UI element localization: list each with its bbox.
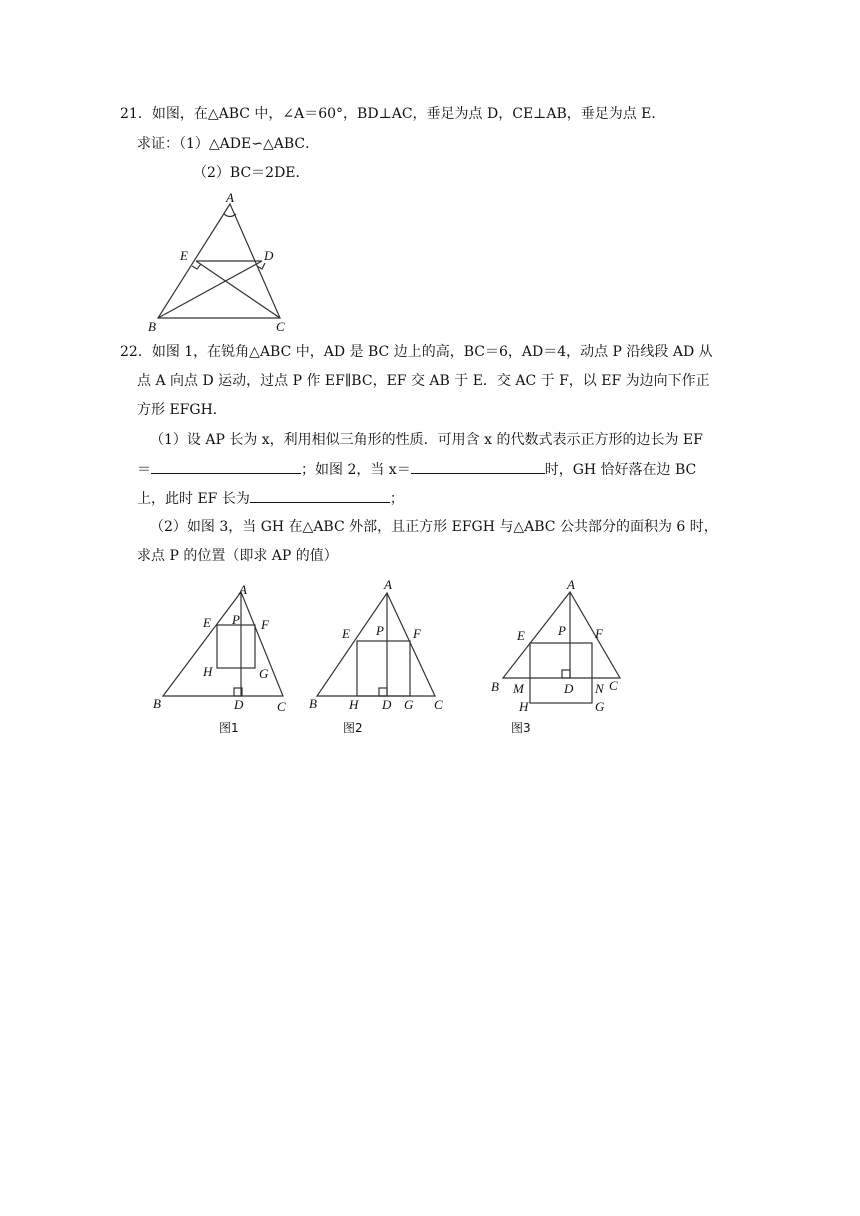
label-p: P	[376, 623, 384, 638]
label-p: P	[232, 612, 240, 627]
label-b: B	[153, 696, 161, 711]
square-efgh	[217, 625, 255, 668]
q22-figure-2	[305, 575, 455, 740]
label-a: A	[567, 577, 575, 592]
label-f: F	[413, 626, 421, 641]
label-d: D	[382, 697, 392, 712]
label-c: C	[277, 699, 286, 714]
label-a: A	[384, 577, 392, 592]
label-e: E	[517, 628, 525, 643]
figure-caption: 图1	[219, 721, 239, 735]
right-angle-d	[562, 670, 570, 678]
q21-line-2: 求证：（1）△ADE∽△ABC．	[137, 136, 320, 152]
q22-line-5-end: 时，GH 恰好落在边 BC	[544, 462, 697, 478]
q21-figure	[140, 188, 300, 336]
label-n: N	[595, 681, 604, 696]
label-c: C	[276, 319, 285, 334]
q22-line-5	[137, 459, 696, 480]
label-h: H	[519, 699, 529, 714]
label-a: A	[239, 582, 247, 597]
q22-figure-1	[145, 578, 305, 740]
q22-line-3: 方形 EFGH．	[137, 402, 227, 418]
answer-blank-ef-length[interactable]	[250, 488, 390, 503]
q21-line-1: 21．如图，在△ABC 中，∠A＝60°，BD⊥AC，垂足为点 D，CE⊥AB，垂足为点 E．	[120, 106, 666, 122]
q22-line-6	[137, 488, 404, 509]
label-h: H	[203, 664, 213, 679]
label-b: B	[491, 679, 499, 694]
label-d: D	[234, 697, 244, 712]
label-g: G	[595, 699, 605, 714]
label-e: E	[203, 615, 211, 630]
q22-line-2: 点 A 向点 D 运动，过点 P 作 EF∥BC，EF 交 AB 于 E．交 AC 于 F，以 EF 为边向下作正	[137, 373, 710, 389]
label-h: H	[349, 697, 359, 712]
answer-blank-x[interactable]	[411, 459, 545, 474]
right-angle-e	[192, 264, 201, 269]
q22-line-6-start: 上，此时 EF 长为	[137, 491, 250, 507]
label-b: B	[309, 696, 317, 711]
label-p: P	[558, 623, 566, 638]
label-c: C	[434, 697, 443, 712]
right-angle-d	[379, 688, 387, 696]
label-g: G	[259, 666, 269, 681]
q22-line-1: 22．如图 1，在锐角△ABC 中，AD 是 BC 边上的高，BC＝6，AD＝4，动点 P 沿线段 AD 从	[120, 344, 713, 360]
label-e: E	[342, 626, 350, 641]
label-g: G	[404, 697, 414, 712]
q22-line-8: 求点 P 的位置（即求 AP 的值）	[137, 548, 338, 564]
q22-eq-sign: ＝	[137, 462, 151, 478]
triangle-abc	[317, 593, 435, 696]
segment-bd	[158, 261, 262, 318]
label-b: B	[148, 319, 156, 334]
q22-line-5-mid: ；如图 2，当 x＝	[301, 462, 411, 478]
label-f: F	[595, 626, 603, 641]
q22-line-7: （2）如图 3，当 GH 在△ABC 外部，且正方形 EFGH 与△ABC 公共部分的面积为 6 时，	[150, 519, 718, 535]
label-c: C	[609, 678, 618, 693]
label-d: D	[264, 248, 274, 263]
q22-line-6-end: ；	[389, 491, 404, 507]
q21-line-3: （2）BC＝2DE．	[193, 165, 310, 181]
square-efgh	[530, 643, 592, 703]
q22-figure-3	[485, 575, 635, 740]
label-f: F	[261, 617, 269, 632]
figure-caption: 图3	[511, 721, 531, 735]
label-d: D	[564, 681, 574, 696]
answer-blank-ef[interactable]	[151, 459, 301, 474]
q22-line-4: （1）设 AP 长为 x，利用相似三角形的性质．可用含 x 的代数式表示正方形的边长为 EF	[150, 432, 703, 448]
label-m: M	[513, 681, 524, 696]
label-e: E	[180, 248, 188, 263]
label-a: A	[226, 190, 234, 205]
figure-caption: 图2	[343, 721, 363, 735]
